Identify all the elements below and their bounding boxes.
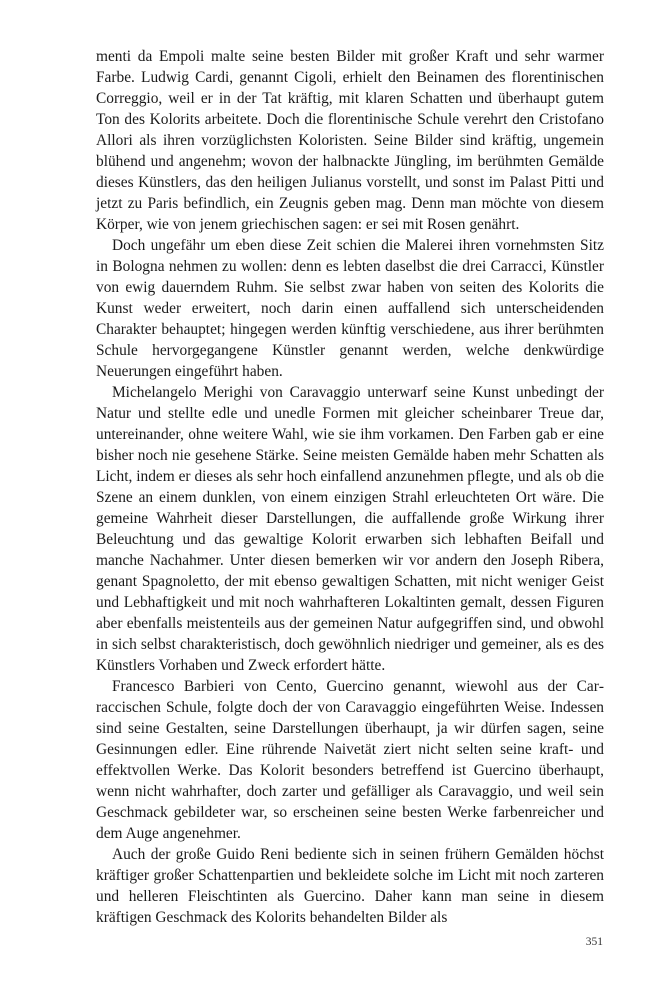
paragraph-2: Doch ungefähr um eben diese Zeit schien die Malerei ihren vornehmsten Sitz in Bologna nehmen zu wollen: denn es lebten daselbst die drei Carracci, Künstler von ewig dauerndem Ruhm. Sie selbst zwar haben von seiten des Kolorits die Kunst weder erweitert, noch darin einen auffallend sich unterscheidenden Charakter behauptet; hingegen werden künftig verschiedene, aus ihrer berühmten Schule hervorgegangene Künstler genannt werden, welche denkwürdige Neuerungen eingeführt haben. [96,237,604,380]
paragraph-1: menti da Empoli malte seine besten Bilder mit großer Kraft und sehr warmer Farbe. Ludwig Cardi, genannt Cigoli, erhielt den Beinamen des florentinischen Correggio, weil er in der Tat kräftig, mit klaren Schatten und überhaupt gutem Ton des Kolorits arbeitete. Doch die florentinische Schule verehrt den Cristofano Allori als ihren vorzüglichsten Koloristen. Seine Bilder sind kräftig, ungemein blühend und angenehm; wovon der halbnackte Jüngling, im berühmten Gemälde dieses Künstlers, das den heiligen Julianus vorstellt, und sonst im Palast Pitti und jetzt zu Paris befindlich, ein Zeugnis geben mag. Denn man möchte von diesem Körper, wie von jenem griechischen sagen: er sei mit Rosen genährt. [96,48,604,233]
page-body [96,46,604,928]
paragraph-3: Michelangelo Merighi von Caravaggio unterwarf seine Kunst unbedingt der Natur und stellte edle und unedle Formen mit gleicher scheinbarer Treue dar, untereinander, ohne weitere Wahl, wie sie ihm vorkamen. Den Farben gab er eine bisher noch nie gesehene Stärke. Seine meisten Gemälde haben mehr Schatten als Licht, indem er dieses als sehr hoch einfallend anzunehmen pflegte, und als ob die Szene an einem dunklen, von einem einzigen Strahl erleuchteten Ort wäre. Die gemeine Wahrheit dieser Darstellungen, die auffallende große Wirkung ihrer Beleuchtung und das gewaltige Kolorit erwarben sich lebhaften Beifall und manche Nachahmer. Unter diesen bemerken wir vor andern den Joseph Ribera, genant Spagnoletto, der mit ebenso gewaltigen Schatten, mit nicht weniger Geist und Lebhaftigkeit und mit noch wahrhafteren Lokaltinten gemalt, dessen Figuren aber ebenfalls meistenteils aus der gemeinen Natur aufgegriffen sind, und obwohl in sich selbst charakteristisch, doch gewöhnlich niedriger und gemeiner, als es des Künstlers Vorhaben und Zweck erfordert hätte. [96,384,604,674]
paragraph-5: Auch der große Guido Reni bediente sich in seinen frühern Gemälden höchst kräftiger großer Schattenpartien und bekleidete solche im Licht mit noch zarteren und helleren Fleischtinten als Guercino. Daher kann man seine in diesem kräftigen Geschmack des Kolorits behandelten Bilder als [96,846,604,926]
paragraph-4: Francesco Barbieri von Cento, Guercino genannt, wiewohl aus der Carraccischen Schule, folgte doch der von Caravaggio eingeführten Weise. Indessen sind seine Gestalten, seine Darstellungen überhaupt, ja wir dürfen sagen, seine Gesinnungen edler. Eine rührende Naivetät ziert nicht selten seine kraft- und effektvollen Werke. Das Kolorit besonders betreffend ist Guercino überhaupt, wenn nicht wahrhafter, doch zarter und gefälliger als Caravaggio, und weil sein Geschmack gebildeter war, so erscheinen seine besten Werke farbenreicher und dem Auge angenehmer. [96,678,604,842]
page-number: 351 [585,936,603,948]
